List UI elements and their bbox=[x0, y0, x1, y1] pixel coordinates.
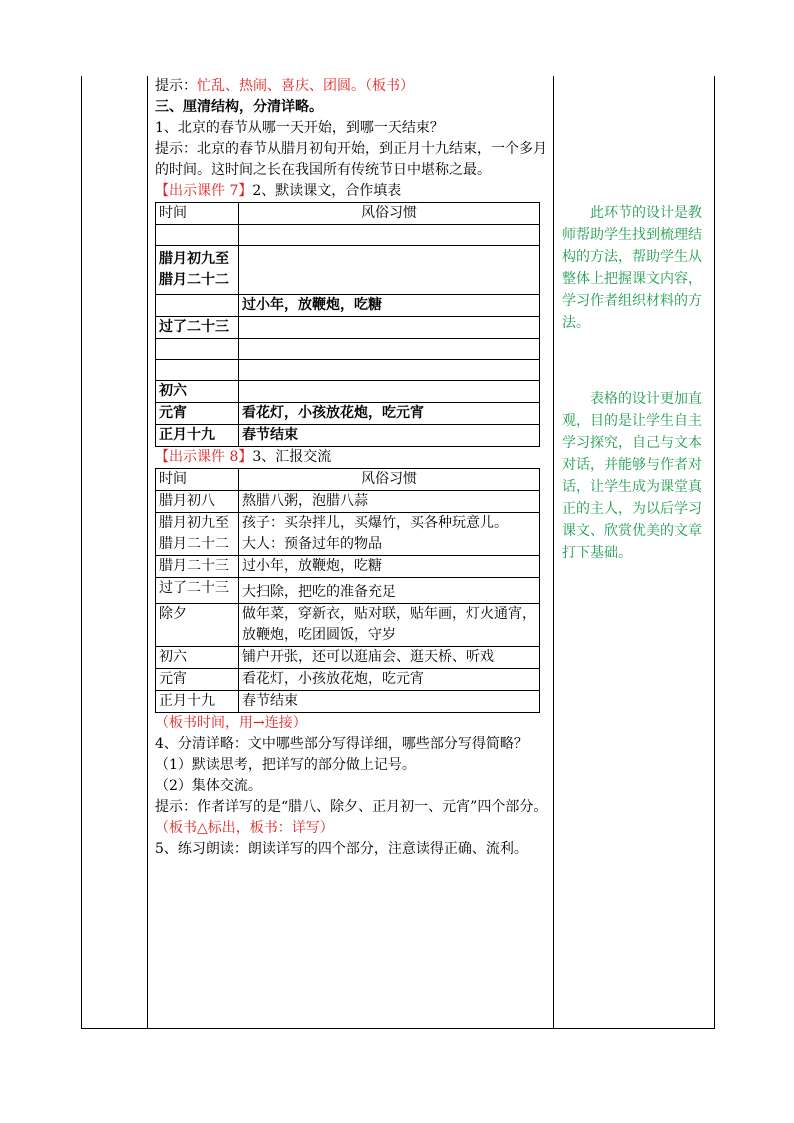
time-cell: 腊月初八 bbox=[156, 491, 239, 513]
custom-cell: 过小年，放鞭炮，吃糖 bbox=[239, 556, 540, 578]
outer-table-divider-1 bbox=[147, 76, 148, 1028]
design-note-1: 此环节的设计是教师帮助学生找到梳理结构的方法，帮助学生从整体上把握课文内容，学习作者组织材料的方法。 bbox=[562, 205, 702, 331]
time-cell bbox=[156, 339, 239, 360]
time-cell: 初六 bbox=[156, 381, 239, 403]
time-cell: 腊月初九至腊月二十二 bbox=[156, 513, 239, 556]
time-cell: 过了二十三 bbox=[156, 578, 239, 604]
table-row bbox=[156, 578, 540, 604]
header-time: 时间 bbox=[156, 203, 239, 225]
time-cell bbox=[156, 225, 239, 246]
time-cell: 元宵 bbox=[156, 669, 239, 691]
hint-prefix: 提示： bbox=[155, 78, 197, 94]
custom-cell bbox=[239, 225, 540, 246]
hint-line bbox=[155, 76, 553, 97]
table-header-row bbox=[156, 203, 540, 225]
table-row bbox=[156, 339, 540, 360]
time-cell: 腊月初九至腊月二十二 bbox=[156, 246, 239, 295]
answer-table bbox=[155, 468, 540, 713]
question-4-step-1: （1）默读思考，把详写的部分做上记号。 bbox=[155, 757, 416, 773]
custom-cell: 春节结束 bbox=[239, 691, 540, 713]
table-row bbox=[156, 556, 540, 578]
table-row bbox=[156, 669, 540, 691]
slide-7-tag: 【出示课件 7】 bbox=[155, 183, 253, 199]
custom-cell: 孩子：买杂拌儿，买爆竹，买各种玩意儿。 大人：预备过年的物品 bbox=[239, 513, 540, 556]
answer-4-board: （板书△标出，板书：详写） bbox=[155, 820, 334, 836]
board-keywords: 忙乱、热闹、喜庆、团圆。（板书） bbox=[197, 78, 414, 94]
custom-cell bbox=[239, 381, 540, 403]
outer-table-divider-2 bbox=[553, 76, 554, 1028]
time-cell: 腊月二十三 bbox=[156, 556, 239, 578]
custom-cell: 铺户开张，还可以逛庙会、逛天桥、听戏 bbox=[239, 647, 540, 669]
slide-7-text: 2、默读课文，合作填表 bbox=[252, 183, 402, 199]
lesson-content bbox=[155, 76, 553, 860]
outer-table-border-right bbox=[714, 76, 715, 1028]
header-custom: 风俗习惯 bbox=[239, 469, 540, 491]
table-row bbox=[156, 425, 540, 447]
outer-table-border-left bbox=[81, 76, 82, 1028]
time-cell: 正月十九 bbox=[156, 425, 239, 447]
table-row bbox=[156, 403, 540, 425]
custom-cell: 看花灯，小孩放花炮，吃元宵 bbox=[239, 403, 540, 425]
fill-in-table bbox=[155, 202, 540, 447]
slide-8-text: 3、汇报交流 bbox=[252, 449, 332, 465]
time-cell bbox=[156, 360, 239, 381]
table-header-row bbox=[156, 469, 540, 491]
table-row bbox=[156, 317, 540, 339]
table-row bbox=[156, 246, 540, 295]
header-custom: 风俗习惯 bbox=[239, 203, 540, 225]
design-note-2: 表格的设计更加直观，目的是让学生自主学习探究，自己与文本对话，并能够与作者对话，让学生成为课堂真正的主人，为以后学习课文、欣赏优美的文章打下基础。 bbox=[562, 391, 702, 561]
custom-cell: 春节结束 bbox=[239, 425, 540, 447]
time-cell: 初六 bbox=[156, 647, 239, 669]
board-note: （板书时间，用→连接） bbox=[155, 715, 307, 731]
time-cell: 除夕 bbox=[156, 604, 239, 647]
table-row bbox=[156, 381, 540, 403]
header-time: 时间 bbox=[156, 469, 239, 491]
table-row bbox=[156, 604, 540, 647]
slide-8-tag: 【出示课件 8】 bbox=[155, 449, 253, 465]
table-row bbox=[156, 360, 540, 381]
question-1: 1、北京的春节从哪一天开始，到哪一天结束？ bbox=[155, 120, 444, 136]
question-4-step-2: （2）集体交流。 bbox=[155, 778, 262, 794]
custom-cell: 过小年，放鞭炮，吃糖 bbox=[239, 295, 540, 317]
custom-cell: 大扫除，把吃的准备充足 bbox=[239, 578, 540, 604]
time-cell: 元宵 bbox=[156, 403, 239, 425]
table-row bbox=[156, 647, 540, 669]
answer-4-text: 提示：作者详写的是“腊八、除夕、正月初一、元宵”四个部分。 bbox=[155, 799, 548, 815]
custom-cell: 做年菜，穿新衣，贴对联，贴年画，灯火通宵，放鞭炮，吃团圆饭，守岁 bbox=[239, 604, 540, 647]
custom-cell bbox=[239, 360, 540, 381]
time-cell: 过了二十三 bbox=[156, 317, 239, 339]
time-cell bbox=[156, 295, 239, 317]
question-5: 5、练习朗读：朗读详写的四个部分，注意读得正确、流利。 bbox=[155, 841, 528, 857]
outer-table-border-bottom bbox=[81, 1028, 715, 1029]
time-cell: 正月十九 bbox=[156, 691, 239, 713]
answer-1: 提示：北京的春节从腊月初旬开始，到正月十九结束，一个多月的时间。这时间之长在我国所有传统节日中堪称之最。 bbox=[155, 141, 547, 178]
custom-cell: 看花灯，小孩放花炮，吃元宵 bbox=[239, 669, 540, 691]
table-row bbox=[156, 491, 540, 513]
custom-cell bbox=[239, 317, 540, 339]
slide-7-line bbox=[155, 181, 553, 202]
table-row bbox=[156, 513, 540, 556]
table-row bbox=[156, 691, 540, 713]
slide-8-line bbox=[155, 447, 553, 468]
custom-cell: 熬腊八粥，泡腊八蒜 bbox=[239, 491, 540, 513]
table-row bbox=[156, 225, 540, 246]
section-title: 三、厘清结构，分清详略。 bbox=[155, 99, 323, 115]
question-4: 4、分清详略：文中哪些部分写得详细，哪些部分写得简略？ bbox=[155, 736, 528, 752]
custom-cell bbox=[239, 339, 540, 360]
table-row bbox=[156, 295, 540, 317]
answer-4 bbox=[155, 797, 553, 839]
custom-cell bbox=[239, 246, 540, 295]
